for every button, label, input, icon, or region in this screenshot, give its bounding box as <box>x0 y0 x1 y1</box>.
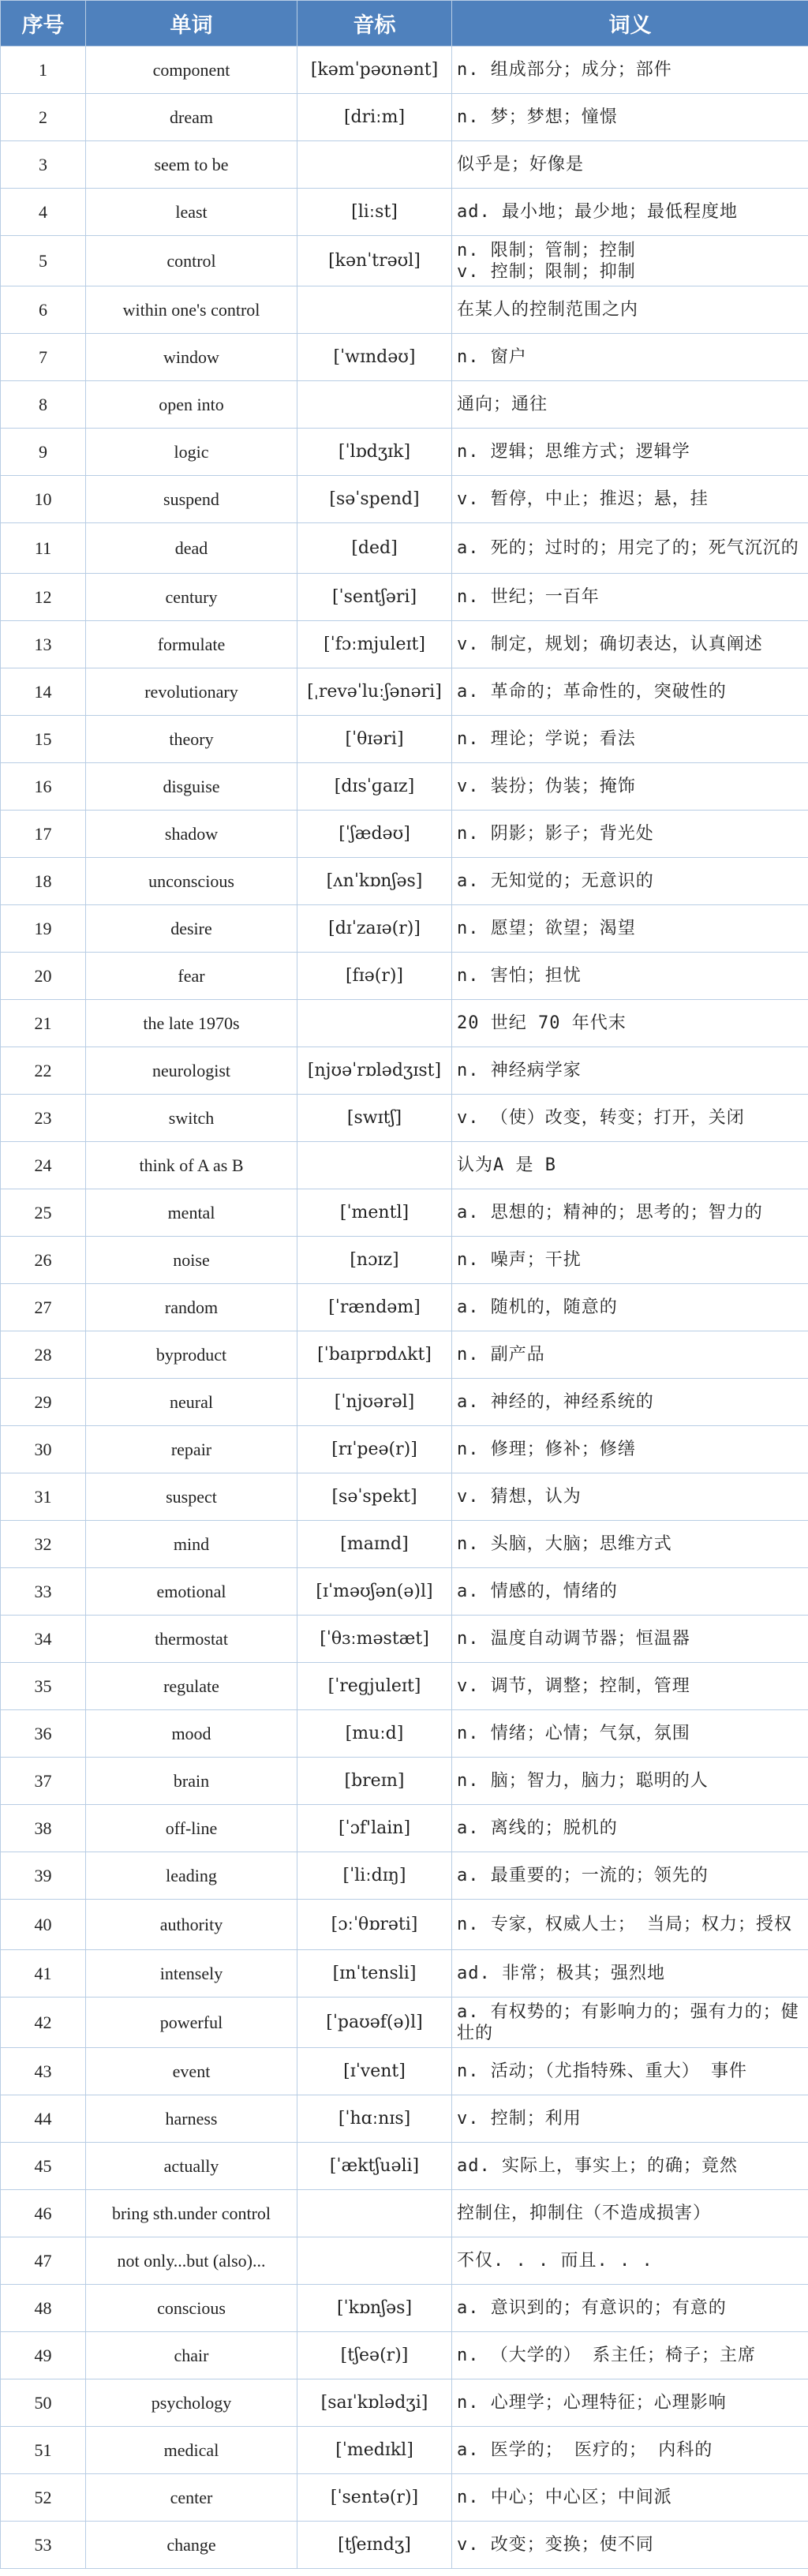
row-index: 10 <box>1 476 86 523</box>
row-definition: n. 愿望；欲望；渴望 <box>452 905 808 953</box>
row-phonetic: [saɪˈkɒlədʒi] <box>297 2379 452 2427</box>
row-word: leading <box>86 1852 297 1900</box>
row-index: 34 <box>1 1616 86 1663</box>
row-phonetic: [ˈpaʊəf(ə)l] <box>297 1998 452 2048</box>
table-row <box>1 236 808 286</box>
row-index: 21 <box>1 1000 86 1047</box>
table-row <box>1 1000 808 1047</box>
row-index: 41 <box>1 1950 86 1998</box>
row-definition: a. 离线的；脱机的 <box>452 1805 808 1852</box>
row-phonetic: [ɔːˈθɒrəti] <box>297 1900 452 1950</box>
row-word: mental <box>86 1189 297 1237</box>
row-definition: 通向；通往 <box>452 381 808 429</box>
row-word: shadow <box>86 811 297 858</box>
row-definition: n. 理论；学说；看法 <box>452 716 808 763</box>
row-phonetic: [liːst] <box>297 189 452 236</box>
row-definition: n. （大学的） 系主任；椅子；主席 <box>452 2332 808 2379</box>
row-word: authority <box>86 1900 297 1950</box>
row-index: 6 <box>1 286 86 334</box>
row-definition: a. 有权势的；有影响力的；强有力的；健壮的 <box>452 1998 808 2048</box>
row-index: 8 <box>1 381 86 429</box>
row-index: 48 <box>1 2285 86 2332</box>
row-word: disguise <box>86 763 297 811</box>
row-definition: a. 意识到的；有意识的；有意的 <box>452 2285 808 2332</box>
header-phonetic: 音标 <box>297 1 452 47</box>
row-phonetic: [breɪn] <box>297 1758 452 1805</box>
table-row <box>1 716 808 763</box>
row-word: switch <box>86 1095 297 1142</box>
table-row <box>1 2332 808 2379</box>
row-definition: v. 装扮；伪装；掩饰 <box>452 763 808 811</box>
row-word: harness <box>86 2095 297 2143</box>
row-phonetic: [rɪˈpeə(r)] <box>297 1426 452 1473</box>
row-word: revolutionary <box>86 668 297 716</box>
row-phonetic: [nɔɪz] <box>297 1237 452 1284</box>
row-word: change <box>86 2522 297 2569</box>
row-phonetic <box>297 141 452 189</box>
row-definition: n. 限制；管制；控制 v. 控制；限制；抑制 <box>452 236 808 286</box>
row-phonetic: [fɪə(r)] <box>297 953 452 1000</box>
row-definition: a. 革命的；革命性的，突破性的 <box>452 668 808 716</box>
row-word: least <box>86 189 297 236</box>
row-word: intensely <box>86 1950 297 1998</box>
row-definition: n. 心理学；心理特征；心理影响 <box>452 2379 808 2427</box>
row-index: 50 <box>1 2379 86 2427</box>
row-definition: 在某人的控制范围之内 <box>452 286 808 334</box>
row-phonetic: [ˈwɪndəʊ] <box>297 334 452 381</box>
row-word: formulate <box>86 621 297 668</box>
table-row <box>1 1331 808 1379</box>
table-row <box>1 2522 808 2569</box>
row-index: 39 <box>1 1852 86 1900</box>
table-row <box>1 1284 808 1331</box>
header-word: 单词 <box>86 1 297 47</box>
row-word: byproduct <box>86 1331 297 1379</box>
row-index: 51 <box>1 2427 86 2474</box>
row-definition: a. 死的；过时的；用完了的；死气沉沉的 <box>452 523 808 574</box>
row-definition: ad. 实际上，事实上；的确；竟然 <box>452 2143 808 2190</box>
row-word: psychology <box>86 2379 297 2427</box>
table-row <box>1 1663 808 1710</box>
row-phonetic: [ˈhɑːnɪs] <box>297 2095 452 2143</box>
row-index: 11 <box>1 523 86 574</box>
row-phonetic: [ˈnjʊərəl] <box>297 1379 452 1426</box>
row-index: 16 <box>1 763 86 811</box>
table-row <box>1 94 808 141</box>
row-index: 32 <box>1 1521 86 1568</box>
row-definition: n. 神经病学家 <box>452 1047 808 1095</box>
table-row <box>1 574 808 621</box>
table-row <box>1 1710 808 1758</box>
row-phonetic <box>297 2237 452 2285</box>
row-word: off-line <box>86 1805 297 1852</box>
table-row <box>1 1900 808 1950</box>
row-word: dead <box>86 523 297 574</box>
table-row <box>1 286 808 334</box>
table-row <box>1 1852 808 1900</box>
row-index: 35 <box>1 1663 86 1710</box>
row-word: emotional <box>86 1568 297 1616</box>
row-word: dream <box>86 94 297 141</box>
row-index: 46 <box>1 2190 86 2237</box>
row-definition: a. 神经的，神经系统的 <box>452 1379 808 1426</box>
row-word: suspend <box>86 476 297 523</box>
table-row <box>1 2048 808 2095</box>
row-word: think of A as B <box>86 1142 297 1189</box>
row-phonetic: [ˈrændəm] <box>297 1284 452 1331</box>
table-row <box>1 1950 808 1998</box>
row-phonetic: [muːd] <box>297 1710 452 1758</box>
row-definition: n. 逻辑；思维方式；逻辑学 <box>452 429 808 476</box>
row-phonetic: [ˌrevəˈluːʃənəri] <box>297 668 452 716</box>
row-index: 28 <box>1 1331 86 1379</box>
table-row <box>1 2474 808 2522</box>
table-row <box>1 905 808 953</box>
row-word: neural <box>86 1379 297 1426</box>
row-word: neurologist <box>86 1047 297 1095</box>
row-definition: n. 修理；修补；修缮 <box>452 1426 808 1473</box>
row-definition: 认为A 是 B <box>452 1142 808 1189</box>
row-index: 45 <box>1 2143 86 2190</box>
row-word: repair <box>86 1426 297 1473</box>
row-phonetic: [kəmˈpəʊnənt] <box>297 47 452 94</box>
row-word: open into <box>86 381 297 429</box>
row-word: century <box>86 574 297 621</box>
row-index: 22 <box>1 1047 86 1095</box>
row-word: medical <box>86 2427 297 2474</box>
table-row <box>1 1805 808 1852</box>
row-phonetic <box>297 381 452 429</box>
row-phonetic: [tʃeə(r)] <box>297 2332 452 2379</box>
row-phonetic: [ˈreɡjuleɪt] <box>297 1663 452 1710</box>
header-index: 序号 <box>1 1 86 47</box>
table-row <box>1 1142 808 1189</box>
row-definition: n. 窗户 <box>452 334 808 381</box>
row-index: 30 <box>1 1426 86 1473</box>
row-definition: 似乎是；好像是 <box>452 141 808 189</box>
row-phonetic: [səˈspend] <box>297 476 452 523</box>
row-phonetic <box>297 286 452 334</box>
header-definition: 词义 <box>452 1 808 47</box>
row-index: 52 <box>1 2474 86 2522</box>
row-word: component <box>86 47 297 94</box>
table-row <box>1 2095 808 2143</box>
row-index: 49 <box>1 2332 86 2379</box>
row-definition: ad. 非常；极其；强烈地 <box>452 1950 808 1998</box>
table-row <box>1 953 808 1000</box>
table-row <box>1 1568 808 1616</box>
row-phonetic: [ˈliːdɪŋ] <box>297 1852 452 1900</box>
row-definition: n. 情绪；心情；气氛，氛围 <box>452 1710 808 1758</box>
row-word: random <box>86 1284 297 1331</box>
table-row <box>1 381 808 429</box>
row-index: 4 <box>1 189 86 236</box>
table-row <box>1 429 808 476</box>
row-phonetic: [njʊəˈrɒlədʒɪst] <box>297 1047 452 1095</box>
row-phonetic: [səˈspekt] <box>297 1473 452 1521</box>
row-phonetic: [dɪˈzaɪə(r)] <box>297 905 452 953</box>
row-index: 42 <box>1 1998 86 2048</box>
row-index: 13 <box>1 621 86 668</box>
row-phonetic: [ʌnˈkɒnʃəs] <box>297 858 452 905</box>
row-index: 15 <box>1 716 86 763</box>
row-phonetic: [ˈmedɪkl] <box>297 2427 452 2474</box>
row-index: 47 <box>1 2237 86 2285</box>
row-word: fear <box>86 953 297 1000</box>
row-word: within one's control <box>86 286 297 334</box>
row-index: 24 <box>1 1142 86 1189</box>
row-definition: n. 脑；智力，脑力；聪明的人 <box>452 1758 808 1805</box>
row-phonetic: [ɪˈvent] <box>297 2048 452 2095</box>
row-word: powerful <box>86 1998 297 2048</box>
row-index: 31 <box>1 1473 86 1521</box>
row-index: 36 <box>1 1710 86 1758</box>
row-phonetic: [ˈsentʃəri] <box>297 574 452 621</box>
row-word: thermostat <box>86 1616 297 1663</box>
row-definition: n. 副产品 <box>452 1331 808 1379</box>
row-definition: v. 暂停，中止；推迟；悬，挂 <box>452 476 808 523</box>
row-definition: v. 制定，规划；确切表达，认真阐述 <box>452 621 808 668</box>
row-definition: n. 组成部分；成分；部件 <box>452 47 808 94</box>
row-definition: n. 阴影；影子；背光处 <box>452 811 808 858</box>
row-definition: 20 世纪 70 年代末 <box>452 1000 808 1047</box>
row-index: 25 <box>1 1189 86 1237</box>
row-definition: 不仅. . . 而且. . . <box>452 2237 808 2285</box>
row-index: 43 <box>1 2048 86 2095</box>
row-phonetic: [ɪnˈtensli] <box>297 1950 452 1998</box>
table-row <box>1 1521 808 1568</box>
row-definition: a. 思想的；精神的；思考的；智力的 <box>452 1189 808 1237</box>
row-index: 26 <box>1 1237 86 1284</box>
header-row <box>1 1 808 47</box>
row-word: actually <box>86 2143 297 2190</box>
row-index: 9 <box>1 429 86 476</box>
table-row <box>1 1047 808 1095</box>
row-phonetic: [ˈθɜːməstæt] <box>297 1616 452 1663</box>
row-definition: v. 控制；利用 <box>452 2095 808 2143</box>
row-phonetic: [swɪtʃ] <box>297 1095 452 1142</box>
row-phonetic: [ˈmentl] <box>297 1189 452 1237</box>
row-index: 7 <box>1 334 86 381</box>
table-row <box>1 1237 808 1284</box>
row-phonetic: [ˈbaɪprɒdʌkt] <box>297 1331 452 1379</box>
table-row <box>1 2427 808 2474</box>
row-definition: v. 调节，调整；控制，管理 <box>452 1663 808 1710</box>
row-index: 33 <box>1 1568 86 1616</box>
row-phonetic: [tʃeɪndʒ] <box>297 2522 452 2569</box>
row-index: 37 <box>1 1758 86 1805</box>
table-row <box>1 1616 808 1663</box>
row-definition: n. 噪声；干扰 <box>452 1237 808 1284</box>
row-word: not only...but (also)... <box>86 2237 297 2285</box>
row-word: brain <box>86 1758 297 1805</box>
row-definition: n. 专家，权威人士； 当局；权力；授权 <box>452 1900 808 1950</box>
row-phonetic: [ˈkɒnʃəs] <box>297 2285 452 2332</box>
row-word: the late 1970s <box>86 1000 297 1047</box>
row-word: logic <box>86 429 297 476</box>
row-index: 40 <box>1 1900 86 1950</box>
table-row <box>1 2379 808 2427</box>
row-phonetic: [ɪˈməʊʃən(ə)l] <box>297 1568 452 1616</box>
row-definition: a. 最重要的；一流的；领先的 <box>452 1852 808 1900</box>
table-row <box>1 334 808 381</box>
row-phonetic: [driːm] <box>297 94 452 141</box>
row-index: 5 <box>1 236 86 286</box>
row-index: 2 <box>1 94 86 141</box>
row-definition: a. 医学的； 医疗的； 内科的 <box>452 2427 808 2474</box>
row-definition: v. （使）改变，转变；打开，关闭 <box>452 1095 808 1142</box>
row-definition: a. 随机的，随意的 <box>452 1284 808 1331</box>
table-row <box>1 763 808 811</box>
row-phonetic: [ˈsentə(r)] <box>297 2474 452 2522</box>
row-index: 53 <box>1 2522 86 2569</box>
row-definition: n. 温度自动调节器；恒温器 <box>452 1616 808 1663</box>
row-index: 20 <box>1 953 86 1000</box>
table-row <box>1 47 808 94</box>
table-row <box>1 1189 808 1237</box>
table-row <box>1 1998 808 2048</box>
table-row <box>1 2143 808 2190</box>
row-word: desire <box>86 905 297 953</box>
row-phonetic <box>297 1142 452 1189</box>
row-phonetic: [maɪnd] <box>297 1521 452 1568</box>
row-index: 17 <box>1 811 86 858</box>
row-definition: n. 中心；中心区；中间派 <box>452 2474 808 2522</box>
row-word: chair <box>86 2332 297 2379</box>
row-definition: n. 梦；梦想；憧憬 <box>452 94 808 141</box>
row-index: 12 <box>1 574 86 621</box>
row-index: 1 <box>1 47 86 94</box>
row-word: window <box>86 334 297 381</box>
row-definition: n. 头脑，大脑；思维方式 <box>452 1521 808 1568</box>
row-definition: a. 情感的，情绪的 <box>452 1568 808 1616</box>
row-definition: a. 无知觉的；无意识的 <box>452 858 808 905</box>
table-row <box>1 668 808 716</box>
row-word: control <box>86 236 297 286</box>
row-index: 27 <box>1 1284 86 1331</box>
row-index: 38 <box>1 1805 86 1852</box>
row-phonetic: [ˈfɔːmjuleɪt] <box>297 621 452 668</box>
table-row <box>1 1758 808 1805</box>
row-index: 29 <box>1 1379 86 1426</box>
row-index: 14 <box>1 668 86 716</box>
table-row <box>1 2237 808 2285</box>
row-word: seem to be <box>86 141 297 189</box>
row-word: unconscious <box>86 858 297 905</box>
table-row <box>1 141 808 189</box>
row-word: mind <box>86 1521 297 1568</box>
row-phonetic: [ded] <box>297 523 452 574</box>
table-row <box>1 2285 808 2332</box>
row-definition: ad. 最小地；最少地；最低程度地 <box>452 189 808 236</box>
row-word: bring sth.under control <box>86 2190 297 2237</box>
row-word: conscious <box>86 2285 297 2332</box>
table-row <box>1 1379 808 1426</box>
row-definition: 控制住，抑制住（不造成损害） <box>452 2190 808 2237</box>
row-phonetic: [ˈlɒdʒɪk] <box>297 429 452 476</box>
table-row <box>1 1095 808 1142</box>
table-row <box>1 621 808 668</box>
row-definition: n. 世纪；一百年 <box>452 574 808 621</box>
row-phonetic: [ˈæktʃuəli] <box>297 2143 452 2190</box>
row-index: 44 <box>1 2095 86 2143</box>
row-definition: v. 改变；变换；使不同 <box>452 2522 808 2569</box>
row-word: noise <box>86 1237 297 1284</box>
row-definition: v. 猜想，认为 <box>452 1473 808 1521</box>
row-phonetic <box>297 1000 452 1047</box>
row-word: event <box>86 2048 297 2095</box>
row-phonetic: [ˈθɪəri] <box>297 716 452 763</box>
table-row <box>1 523 808 574</box>
table-row <box>1 2190 808 2237</box>
table-row <box>1 476 808 523</box>
table-row <box>1 189 808 236</box>
table-row <box>1 858 808 905</box>
row-phonetic: [ˈʃædəʊ] <box>297 811 452 858</box>
row-definition: n. 害怕；担忧 <box>452 953 808 1000</box>
row-word: center <box>86 2474 297 2522</box>
table-row <box>1 1426 808 1473</box>
row-index: 19 <box>1 905 86 953</box>
row-phonetic: [ˈɔf'lain] <box>297 1805 452 1852</box>
row-word: regulate <box>86 1663 297 1710</box>
row-word: mood <box>86 1710 297 1758</box>
row-phonetic: [dɪsˈɡaɪz] <box>297 763 452 811</box>
row-index: 18 <box>1 858 86 905</box>
row-phonetic <box>297 2190 452 2237</box>
table-row <box>1 1473 808 1521</box>
row-index: 23 <box>1 1095 86 1142</box>
row-phonetic: [kənˈtrəʊl] <box>297 236 452 286</box>
table-row <box>1 811 808 858</box>
row-definition: n. 活动；（尤指特殊、重大） 事件 <box>452 2048 808 2095</box>
row-index: 3 <box>1 141 86 189</box>
row-word: suspect <box>86 1473 297 1521</box>
row-word: theory <box>86 716 297 763</box>
